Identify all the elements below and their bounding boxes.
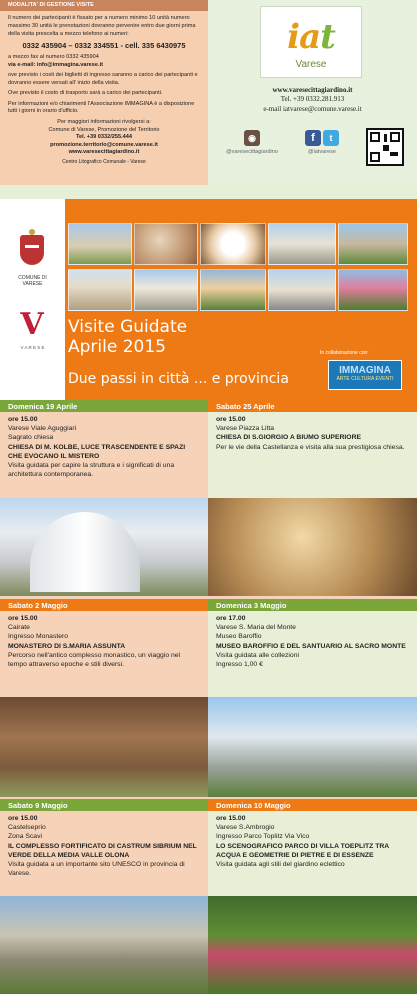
collab-label: In collaborazione con: — [320, 350, 369, 356]
photo-castrum-ruins — [0, 896, 208, 994]
iat-logo-i: i — [287, 17, 300, 57]
booking-info-text: Il numero dei partecipanti è fissato per a numero minimo 10 unità numero massimo 30 unità le prenotazioni dovranno pervenire entro due giorni prima della visita prescelta a mezzo telefono ai numeri: — [8, 15, 196, 37]
varese-v-logo: V — [20, 307, 44, 342]
iat-website[interactable]: www.varesecittagiardino.it — [272, 86, 353, 94]
printer-credit: Centro Litografico Comunale - Varese — [62, 158, 146, 165]
more-info-label: Per maggiori informazioni rivolgersi a: — [57, 119, 151, 126]
iat-email[interactable]: e-mail iatvarese@comune.varese.it — [263, 104, 362, 113]
photo-fresco — [134, 223, 198, 265]
photo-garden — [338, 269, 408, 311]
more-info-tel: Tel. +39 0332/255.444 — [75, 134, 133, 141]
more-info-web[interactable]: www.varesecittagiardino.it — [68, 149, 140, 156]
event-card: ore 15.00 Cairate Ingresso Monastero MONASTERO DI S.MARIA ASSUNTA Percorso nell'antico complesso monastico, un viaggio nel tempo attraverso epoche e stili diversi. — [0, 611, 208, 697]
transport-cost-text: Ove previsto il costo di trasporto sarà a carico dei partecipanti. — [8, 90, 163, 97]
event-date: Domenica 19 Aprile — [0, 400, 208, 412]
photo-monastery-cloister — [0, 697, 208, 797]
instagram-block[interactable] — [214, 130, 290, 155]
varese-logo-text: V A R E S E — [20, 345, 45, 350]
iat-panel — [208, 0, 417, 185]
event-date: Sabato 25 Aprile — [208, 400, 417, 412]
iat-tel: Tel. +39 0332.281.913 — [280, 95, 345, 104]
photo-square — [268, 223, 336, 265]
event-card: ore 15.00 Varese Viale Aguggiari Sagrato chiesa CHIESA DI M. KOLBE, LUCE TRASCENDENTE E SPAZI CHE EVOCANO IL MISTERO Visita guidata per capire la struttura e i significati di una architettura contemporanea. — [0, 412, 208, 498]
photo-kolbe-church — [0, 498, 208, 596]
booking-info-panel — [0, 0, 208, 185]
photo-palace — [68, 269, 132, 311]
qr-code-icon[interactable] — [366, 128, 404, 166]
twitter-icon: t — [323, 130, 339, 146]
photo-chapel — [338, 223, 408, 265]
booking-phones: 0332 435904 – 0332 334551 - cell. 335 6430975 — [22, 41, 186, 51]
photo-villa-toeplitz-park — [208, 896, 417, 994]
association-info-text: Per informazioni e/o chiarimenti l'Associazione IMMAGINA è a disposizione tutti i giorni in orario d'ufficio. — [8, 100, 195, 115]
comune-crest-icon — [20, 235, 44, 265]
page-subtitle: Due passi in città ... e provincia — [68, 371, 289, 387]
facebook-handle: @iatvarese — [308, 149, 336, 155]
photo-food — [200, 223, 266, 265]
facebook-icon: f — [305, 130, 321, 146]
photo-cathedral — [268, 269, 336, 311]
booking-info-header: MODALITA' DI GESTIONE VISITE — [0, 0, 208, 11]
photo-villa — [200, 269, 266, 311]
booking-fax: a mezzo fax al numero 0332 435904 — [8, 54, 99, 61]
event-card: ore 15.00 Castelseprio Zona Scavi IL COMPLESSO FORTIFICATO DI CASTRUM SIBRIUM NEL VERDE DELLA MEDIA VALLE OLONA Visita guidata a un importante sito UNESCO in provincia di Varese. — [0, 811, 208, 908]
instagram-handle: @varesecittagiardino — [226, 149, 278, 155]
comune-label: COMUNE DI VARESE — [18, 275, 47, 287]
event-card: ore 17.00 Varese S. Maria del Monte Museo Baroffio MUSEO BAROFFIO E DEL SANTUARIO AL SACRO MONTE Visita guidata alle collezioni Ingresso 1,00 € — [208, 611, 417, 697]
photo-church-tower — [68, 223, 132, 265]
more-info-email[interactable]: promozione.territorio@comune.varese.it — [50, 141, 158, 148]
event-date: Domenica 3 Maggio — [208, 599, 417, 611]
logo-column — [0, 199, 65, 400]
booking-email[interactable]: via e-mail: info@immagina.varese.it — [8, 61, 103, 68]
immagina-logo: IMMAGINA ARTE CULTURA EVENTI — [328, 360, 402, 390]
iat-logo-t: t — [320, 17, 335, 57]
iat-logo-a: a — [299, 17, 321, 57]
divider-bar — [0, 185, 417, 199]
page-title: Visite Guidate Aprile 2015 — [68, 317, 188, 358]
event-card: ore 15.00 Varese S.Ambrogio Ingresso Parco Toplitz Via Vico LO SCENOGRAFICO PARCO DI VILLA TOEPLITZ TRA ACQUA E GEOMETRIE DI PIETRE E DI ESSENZE Visita guidata agli stili del giardino eclettico — [208, 811, 417, 908]
event-card: ore 15.00 Varese Piazza Litta CHIESA DI S.GIORGIO A BIUMO SUPERIORE Per le vie della Castellanza e visita alla sua prestigiosa chiesa. — [208, 412, 417, 498]
event-date: Domenica 10 Maggio — [208, 799, 417, 811]
more-info-office: Comune di Varese, Promozione del Territorio — [48, 126, 160, 133]
iat-contacts — [208, 86, 417, 114]
iat-logo — [260, 6, 362, 78]
photo-basilica — [134, 269, 198, 311]
event-date: Sabato 9 Maggio — [0, 799, 208, 811]
iat-logo-city: Varese — [295, 59, 327, 70]
instagram-icon: ◉ — [244, 130, 260, 146]
social-block[interactable] — [298, 130, 346, 155]
tickets-cost-text: ove previsto i costi dei biglietti di ingresso saranno a carico dei partecipanti e dovranno essere versati all' inizio della visita. — [8, 72, 198, 86]
hero-band — [0, 199, 417, 400]
event-date: Sabato 2 Maggio — [0, 599, 208, 611]
photo-san-giorgio-interior — [208, 498, 417, 596]
photo-sacro-monte-museum — [208, 697, 417, 797]
